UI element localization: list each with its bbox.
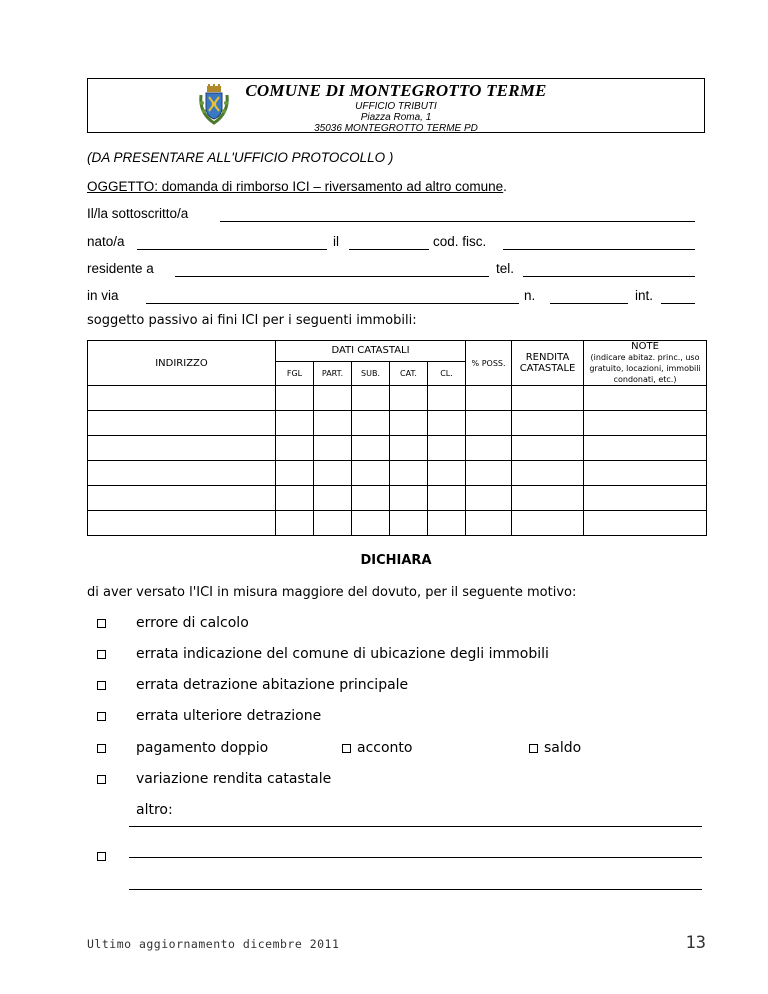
notes-title: NOTE (631, 341, 659, 352)
page-number: 13 (685, 933, 706, 953)
table-cell[interactable] (390, 436, 428, 461)
table-cell[interactable] (428, 461, 466, 486)
table-cell[interactable] (466, 511, 512, 536)
phone-label: tel. (496, 261, 515, 276)
checkbox-advance[interactable] (342, 744, 351, 753)
on-label: il (333, 234, 339, 249)
col-header-part: PART. (314, 361, 352, 385)
table-cell[interactable] (314, 436, 352, 461)
table-cell[interactable] (276, 411, 314, 436)
table-cell[interactable] (88, 386, 276, 411)
table-cell[interactable] (390, 386, 428, 411)
table-row (88, 486, 707, 511)
table-cell[interactable] (88, 461, 276, 486)
table-cell[interactable] (88, 511, 276, 536)
table-cell[interactable] (276, 461, 314, 486)
table-cell[interactable] (88, 436, 276, 461)
table-cell[interactable] (512, 411, 584, 436)
number-label: n. (524, 288, 536, 303)
table-cell[interactable] (314, 461, 352, 486)
table-cell[interactable] (314, 386, 352, 411)
col-header-cat: CAT. (390, 361, 428, 385)
col-header-income: RENDITA CATASTALE (512, 341, 584, 386)
col-header-ownership: % POSS. (466, 341, 512, 386)
tax-code-field[interactable] (503, 249, 695, 250)
table-cell[interactable] (466, 461, 512, 486)
table-cell[interactable] (88, 411, 276, 436)
table-cell[interactable] (428, 411, 466, 436)
phone-field[interactable] (523, 276, 695, 277)
declare-title: DICHIARA (360, 553, 432, 568)
subject-end: . (503, 179, 507, 194)
col-header-cadastral: DATI CATASTALI (276, 341, 466, 362)
option-calc-error: errore di calcolo (136, 615, 249, 631)
checkbox-wrong-further-deduction[interactable] (97, 712, 106, 721)
subject-text: OGGETTO: domanda di rimborso ICI – riversamento ad altro comune (87, 179, 504, 194)
col-header-address: INDIRIZZO (88, 341, 276, 386)
subject-line (87, 179, 507, 194)
table-cell[interactable] (512, 386, 584, 411)
col-header-fgl: FGL (276, 361, 314, 385)
option-advance: acconto (357, 740, 413, 756)
street-field[interactable] (146, 303, 519, 304)
option-balance: saldo (544, 740, 582, 756)
table-cell[interactable] (512, 461, 584, 486)
checkbox-balance[interactable] (529, 744, 538, 753)
checkbox-wrong-main-deduction[interactable] (97, 681, 106, 690)
table-cell[interactable] (584, 486, 707, 511)
int-label: int. (635, 288, 654, 303)
birthplace-field[interactable] (137, 249, 327, 250)
instruction-text: (DA PRESENTARE ALL'UFFICIO PROTOCOLLO ) (87, 150, 394, 165)
footer-updated: Ultimo aggiornamento dicembre 2011 (87, 937, 340, 951)
table-intro: soggetto passivo ai fini ICI per i seguenti immobili: (87, 313, 417, 328)
table-cell[interactable] (584, 461, 707, 486)
table-cell[interactable] (314, 486, 352, 511)
table-cell[interactable] (428, 436, 466, 461)
table-cell[interactable] (584, 386, 707, 411)
checkbox-calc-error[interactable] (97, 619, 106, 628)
number-field[interactable] (550, 303, 628, 304)
comune-name: COMUNE DI MONTEGROTTO TERME (245, 81, 547, 100)
table-row (88, 411, 707, 436)
table-row (88, 461, 707, 486)
table-cell[interactable] (352, 411, 390, 436)
table-cell[interactable] (276, 486, 314, 511)
office-street: Piazza Roma, 1 (360, 112, 432, 123)
signer-field[interactable] (220, 221, 695, 222)
checkbox-wrong-comune[interactable] (97, 650, 106, 659)
other-line-1[interactable] (129, 826, 702, 827)
table-cell[interactable] (352, 436, 390, 461)
table-cell[interactable] (390, 411, 428, 436)
table-row (88, 436, 707, 461)
table-cell[interactable] (428, 511, 466, 536)
table-cell[interactable] (428, 486, 466, 511)
col-header-notes (584, 341, 707, 386)
born-label: nato/a (87, 234, 125, 249)
resident-label: residente a (87, 261, 154, 276)
checkbox-double-payment[interactable] (97, 744, 106, 753)
table-cell[interactable] (466, 411, 512, 436)
other-line-2[interactable] (129, 857, 702, 858)
int-field[interactable] (661, 303, 695, 304)
table-cell[interactable] (512, 486, 584, 511)
option-wrong-comune: errata indicazione del comune di ubicazione degli immobili (136, 646, 549, 662)
checkbox-other[interactable] (97, 852, 106, 861)
table-cell[interactable] (352, 461, 390, 486)
properties-table (87, 340, 707, 536)
office-name: UFFICIO TRIBUTI (355, 101, 437, 112)
col-header-cl: CL. (428, 361, 466, 385)
declare-text: di aver versato l'ICI in misura maggiore del dovuto, per il seguente motivo: (87, 585, 577, 600)
table-cell[interactable] (466, 486, 512, 511)
option-income-change: variazione rendita catastale (136, 771, 332, 787)
table-cell[interactable] (466, 436, 512, 461)
street-label: in via (87, 288, 119, 303)
table-cell[interactable] (584, 511, 707, 536)
table-cell[interactable] (390, 486, 428, 511)
table-cell[interactable] (390, 461, 428, 486)
option-other-label: altro: (136, 802, 173, 818)
table-cell[interactable] (352, 511, 390, 536)
table-row (88, 511, 707, 536)
signer-label: Il/la sottoscritto/a (87, 206, 189, 221)
table-cell[interactable] (512, 436, 584, 461)
table-cell[interactable] (276, 436, 314, 461)
tax-code-label: cod. fisc. (433, 234, 487, 249)
table-cell[interactable] (390, 511, 428, 536)
table-cell[interactable] (314, 411, 352, 436)
table-row (88, 386, 707, 411)
checkbox-income-change[interactable] (97, 775, 106, 784)
birthdate-field[interactable] (349, 249, 429, 250)
option-wrong-main-deduction: errata detrazione abitazione principale (136, 677, 409, 693)
table-cell[interactable] (314, 511, 352, 536)
table-cell[interactable] (88, 486, 276, 511)
table-cell[interactable] (352, 386, 390, 411)
table-cell[interactable] (584, 436, 707, 461)
other-line-3[interactable] (129, 889, 702, 890)
table-cell[interactable] (276, 511, 314, 536)
table-cell[interactable] (466, 386, 512, 411)
table-cell[interactable] (428, 386, 466, 411)
table-cell[interactable] (584, 411, 707, 436)
residence-field[interactable] (175, 276, 489, 277)
table-cell[interactable] (512, 511, 584, 536)
col-header-sub: SUB. (352, 361, 390, 385)
table-cell[interactable] (276, 386, 314, 411)
office-city: 35036 MONTEGROTTO TERME PD (314, 123, 478, 134)
notes-detail: (indicare abitaz. princ., uso gratuito, locazioni, immobili condonati, etc.) (589, 353, 701, 384)
option-double-payment: pagamento doppio (136, 740, 269, 756)
table-cell[interactable] (352, 486, 390, 511)
option-wrong-further-deduction: errata ulteriore detrazione (136, 708, 322, 724)
